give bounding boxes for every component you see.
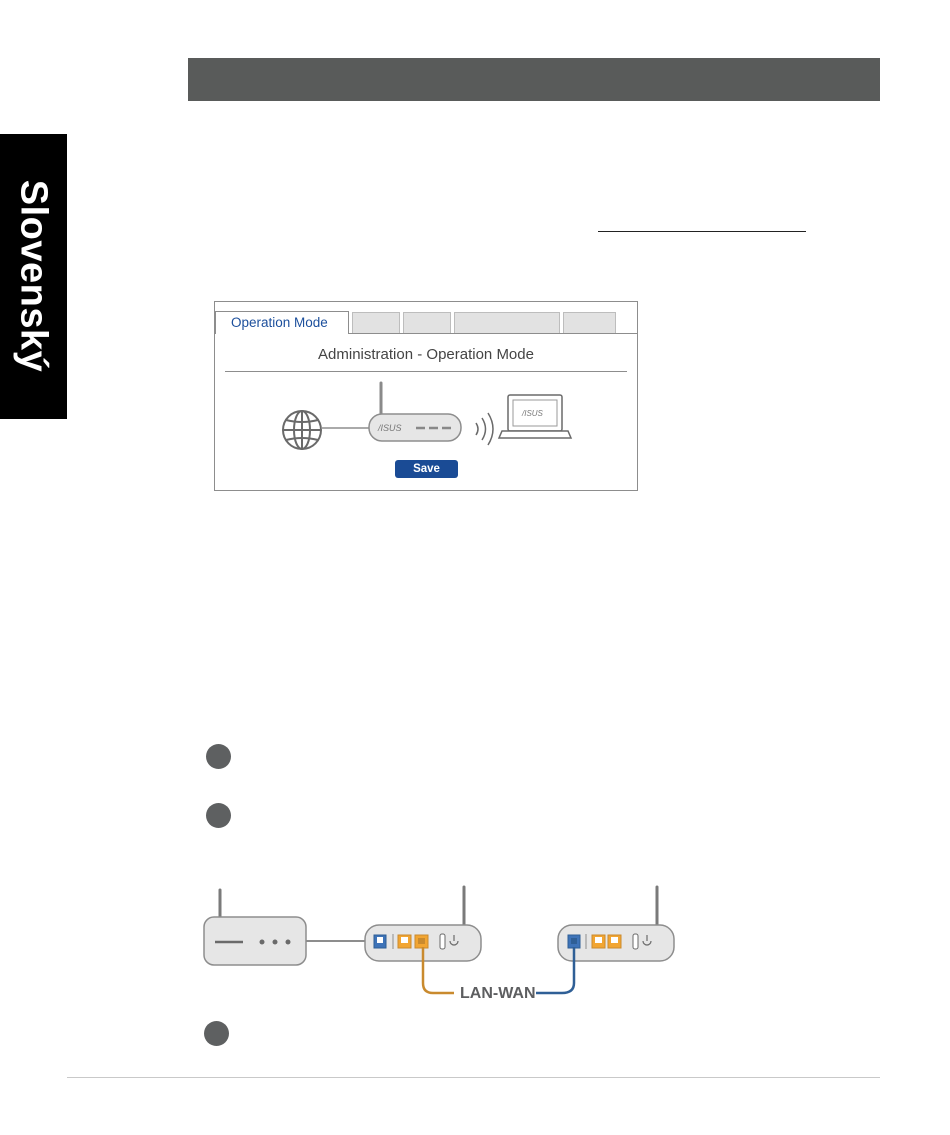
step-2-marker: [206, 803, 231, 828]
tab-row: [215, 311, 637, 334]
operation-mode-diagram: [215, 380, 637, 452]
tab-3[interactable]: [403, 312, 451, 333]
modem-icon: [204, 890, 306, 965]
language-side-tab-label: Slovenský: [12, 179, 55, 373]
router-icon: [369, 383, 461, 441]
router-2-icon: [558, 887, 674, 961]
panel-divider: [225, 371, 627, 372]
tab-5[interactable]: [563, 312, 616, 333]
lan-wan-connection-diagram: [195, 880, 695, 1010]
step-3-marker: [204, 1021, 229, 1046]
tab-4[interactable]: [454, 312, 560, 333]
globe-icon: [283, 411, 321, 449]
laptop-icon: [499, 395, 571, 438]
footer-rule: [67, 1077, 880, 1078]
step-1-marker: [206, 744, 231, 769]
tab-2[interactable]: [352, 312, 400, 333]
tab-operation-mode[interactable]: Operation Mode: [215, 311, 349, 334]
operation-mode-panel: [214, 301, 638, 491]
wifi-signal-icon: [476, 413, 493, 445]
panel-title: Administration - Operation Mode: [318, 346, 534, 363]
save-button[interactable]: Save: [395, 460, 458, 478]
lan-wan-label: LAN-WAN: [460, 985, 536, 1002]
router-brand-text: /ISUS: [378, 423, 402, 433]
url-underline: [598, 231, 806, 232]
section-header-bar: [188, 58, 880, 101]
laptop-brand-text: /ISUS: [522, 409, 543, 418]
